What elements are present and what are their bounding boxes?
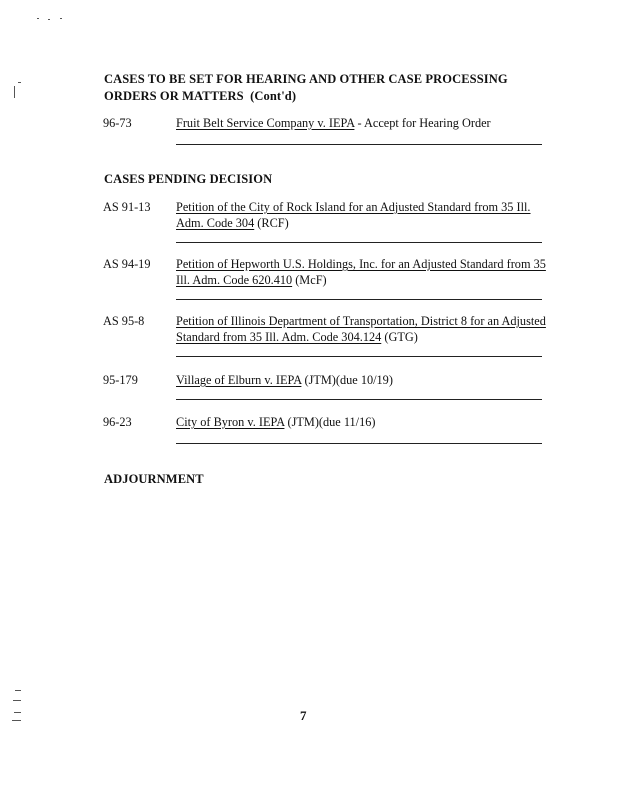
heading-line bbox=[104, 88, 508, 105]
case-title: Fruit Belt Service Company v. IEPA bbox=[176, 116, 355, 130]
docket-number: 96-73 bbox=[103, 116, 132, 130]
case-note: (RCF) bbox=[254, 216, 289, 230]
case-note: (JTM)(due 11/16) bbox=[284, 415, 376, 429]
docket-number: AS 95-8 bbox=[103, 314, 145, 328]
scan-speck bbox=[12, 720, 21, 721]
case-title: City of Byron v. IEPA bbox=[176, 415, 285, 429]
case-title: Village of Elburn v. IEPA bbox=[176, 373, 302, 387]
scan-speck bbox=[15, 690, 21, 691]
case-description bbox=[176, 199, 546, 231]
scan-speck bbox=[13, 700, 21, 701]
scan-speck bbox=[18, 82, 21, 83]
case-note: (JTM)(due 10/19) bbox=[301, 373, 393, 387]
case-description bbox=[176, 313, 546, 345]
heading-line: CASES TO BE SET FOR HEARING AND OTHER CASE PROCESSING bbox=[104, 72, 508, 86]
section-heading-adjournment: ADJOURNMENT bbox=[104, 472, 204, 486]
entry-divider bbox=[176, 399, 542, 400]
entry-divider bbox=[176, 242, 542, 243]
case-title: Petition of the City of Rock Island for an Adjusted Standard from 35 Ill. Adm. Code 304 bbox=[176, 200, 531, 230]
case-note: (McF) bbox=[292, 273, 327, 287]
heading-cont: (Cont'd) bbox=[250, 89, 297, 103]
case-description bbox=[176, 256, 546, 288]
scan-speck bbox=[14, 712, 21, 713]
case-title: Petition of Illinois Department of Transportation, District 8 for an Adjusted Standard from 35 Ill. Adm. Code 304.124 bbox=[176, 314, 546, 344]
section-heading-hearing bbox=[104, 71, 508, 105]
scan-speck bbox=[37, 18, 39, 19]
docket-number: AS 91-13 bbox=[103, 200, 151, 214]
scan-speck bbox=[48, 19, 50, 20]
entry-divider bbox=[176, 443, 542, 444]
entry-divider bbox=[176, 299, 542, 300]
case-title: Petition of Hepworth U.S. Holdings, Inc. for an Adjusted Standard from 35 Ill. Adm. Code 620.410 bbox=[176, 257, 546, 287]
docket-number: 96-23 bbox=[103, 415, 132, 429]
entry-divider bbox=[176, 144, 542, 145]
scan-speck bbox=[60, 18, 62, 19]
case-note: (GTG) bbox=[381, 330, 418, 344]
docket-number: AS 94-19 bbox=[103, 257, 151, 271]
case-description bbox=[176, 115, 546, 131]
case-note: - Accept for Hearing Order bbox=[354, 116, 491, 130]
case-description bbox=[176, 372, 546, 388]
heading-text: ORDERS OR MATTERS bbox=[104, 89, 244, 103]
case-description bbox=[176, 414, 546, 430]
section-heading-pending: CASES PENDING DECISION bbox=[104, 172, 273, 186]
page-number: 7 bbox=[300, 708, 307, 723]
docket-number: 95-179 bbox=[103, 373, 138, 387]
entry-divider bbox=[176, 356, 542, 357]
scan-speck bbox=[14, 86, 15, 98]
